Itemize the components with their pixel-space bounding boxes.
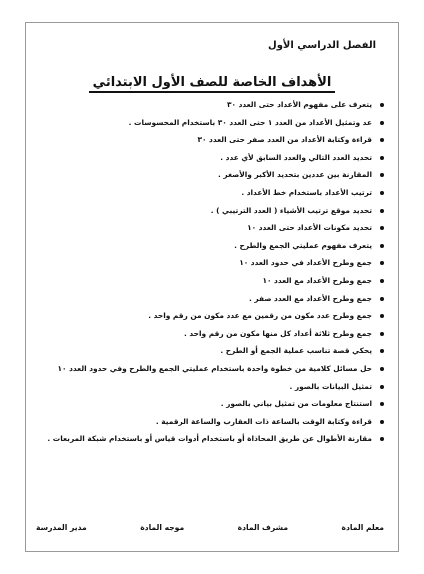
objective-item: تحديد مكونات الأعداد حتى العدد ١٠ [32, 219, 384, 237]
page-title-text: الأهداف الخاصة للصف الأول الابتدائي [89, 75, 336, 93]
objective-item: تحديد العدد التالي والعدد السابق لأي عدد . [32, 149, 384, 167]
objective-item: جمع وطرح الأعداد مع العدد صفر . [32, 290, 384, 308]
objective-item: جمع وطرح الأعداد في حدود العدد ١٠ [32, 254, 384, 272]
signature-teacher: معلم المادة [341, 523, 384, 532]
signature-principal: مدير المدرسة [36, 523, 87, 532]
objective-item: حل مسائل كلامية من خطوة واحدة باستخدام عمليتي الجمع والطرح وفي حدود العدد ١٠ [32, 360, 384, 378]
signature-row [36, 523, 384, 532]
objective-item: يتعرف مفهوم عمليتي الجمع والطرح . [32, 237, 384, 255]
objective-item: مقارنة الأطوال عن طريق المحاذاة أو باستخدام أدوات قياس أو باستخدام شبكة المربعات . [32, 430, 384, 448]
objective-item: استنتاج معلومات من تمثيل بياني بالصور . [32, 395, 384, 413]
objectives-list [32, 96, 384, 448]
objective-item: ترتيب الأعداد باستخدام خط الأعداد . [32, 184, 384, 202]
signature-guide: موجه المادة [140, 523, 185, 532]
page-title [0, 75, 424, 90]
term-label: الفصل الدراسي الأول [268, 40, 376, 51]
objective-item: المقارنة بين عددين بتحديد الأكبر والأصغر . [32, 166, 384, 184]
signature-supervisor: مشرف المادة [237, 523, 289, 532]
objective-item: تحديد موقع ترتيب الأشياء ( العدد الترتيبي ) . [32, 202, 384, 220]
objective-item: يحكي قصة تناسب عملية الجمع أو الطرح . [32, 342, 384, 360]
objective-item: جمع وطرح عدد مكون من رقمين مع عدد مكون من رقم واحد . [32, 307, 384, 325]
objective-item: تمثيل البيانات بالصور . [32, 378, 384, 396]
objective-item: يتعرف على مفهوم الأعداد حتى العدد ٣٠ [32, 96, 384, 114]
objective-item: جمع وطرح ثلاثة أعداد كل منها مكون من رقم واحد . [32, 325, 384, 343]
objective-item: جمع وطرح الأعداد مع العدد ١٠ [32, 272, 384, 290]
objective-item: قراءة وكتابة الأعداد من العدد صفر حتى العدد ٣٠ [32, 131, 384, 149]
objective-item: قراءة وكتابة الوقت بالساعة ذات العقارب والساعة الرقمية . [32, 413, 384, 431]
objective-item: عد وتمثيل الأعداد من العدد ١ حتى العدد ٣٠ باستخدام المحسوسات . [32, 114, 384, 132]
